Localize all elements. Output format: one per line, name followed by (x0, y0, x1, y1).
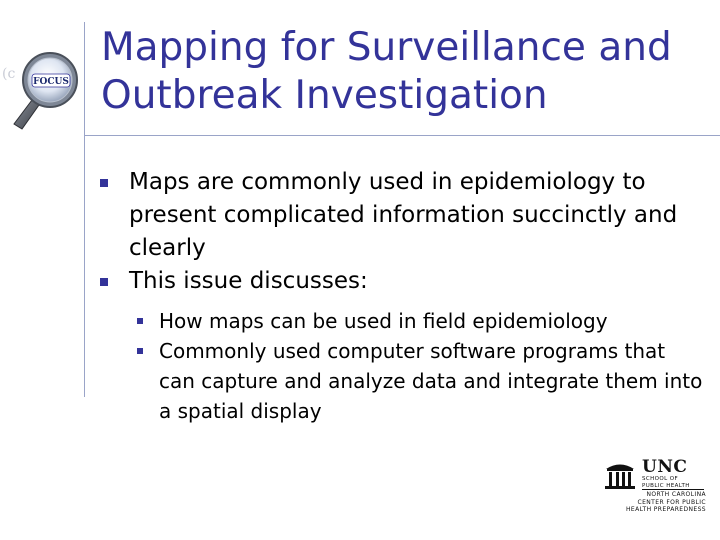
bullet-text: This issue discusses: (129, 268, 368, 294)
unc-logo (602, 458, 704, 516)
bullet-square-icon (100, 179, 108, 187)
sub-bullet-text: Commonly used computer software programs that can capture and analyze data and integrate them into a spatial display (159, 339, 703, 423)
nc-center-line-3: HEALTH PREPAREDNESS (625, 506, 706, 513)
slide-title (101, 24, 711, 120)
bullet-list (96, 166, 706, 426)
svg-text:(c: (c (2, 66, 16, 82)
sub-bullet-item (96, 306, 706, 336)
unc-school-line-2: PUBLIC HEALTH (642, 482, 690, 489)
title-underline-rule (84, 135, 720, 136)
sub-bullet-list (96, 306, 706, 426)
bullet-text: Maps are commonly used in epidemiology to present complicated information succinctly and clearly (129, 169, 678, 261)
nc-center-wordmark (602, 491, 706, 514)
unc-name: UNC (642, 457, 688, 477)
sub-bullet-text: How maps can be used in field epidemiology (159, 309, 608, 333)
magnifier-icon (2, 28, 86, 132)
old-well-icon (602, 460, 638, 490)
bullet-item (96, 166, 706, 265)
title-line-1: Mapping for Surveillance and (101, 25, 672, 70)
title-line-2: Outbreak Investigation (101, 73, 548, 118)
unc-school-line-1: SCHOOL OF (642, 476, 679, 482)
nc-center-line-2: CENTER FOR PUBLIC (637, 498, 706, 506)
focus-magnifier-logo (2, 28, 86, 132)
unc-wordmark (642, 458, 704, 489)
sub-bullet-item (96, 336, 706, 426)
bullet-item (96, 265, 706, 298)
nc-center-line-1: NORTH CAROLINA (646, 491, 706, 498)
bullet-square-icon (100, 278, 108, 286)
logo-divider (642, 489, 704, 490)
focus-label: FOCUS (33, 77, 69, 87)
sub-bullet-square-icon (137, 318, 143, 324)
sub-bullet-square-icon (137, 348, 143, 354)
